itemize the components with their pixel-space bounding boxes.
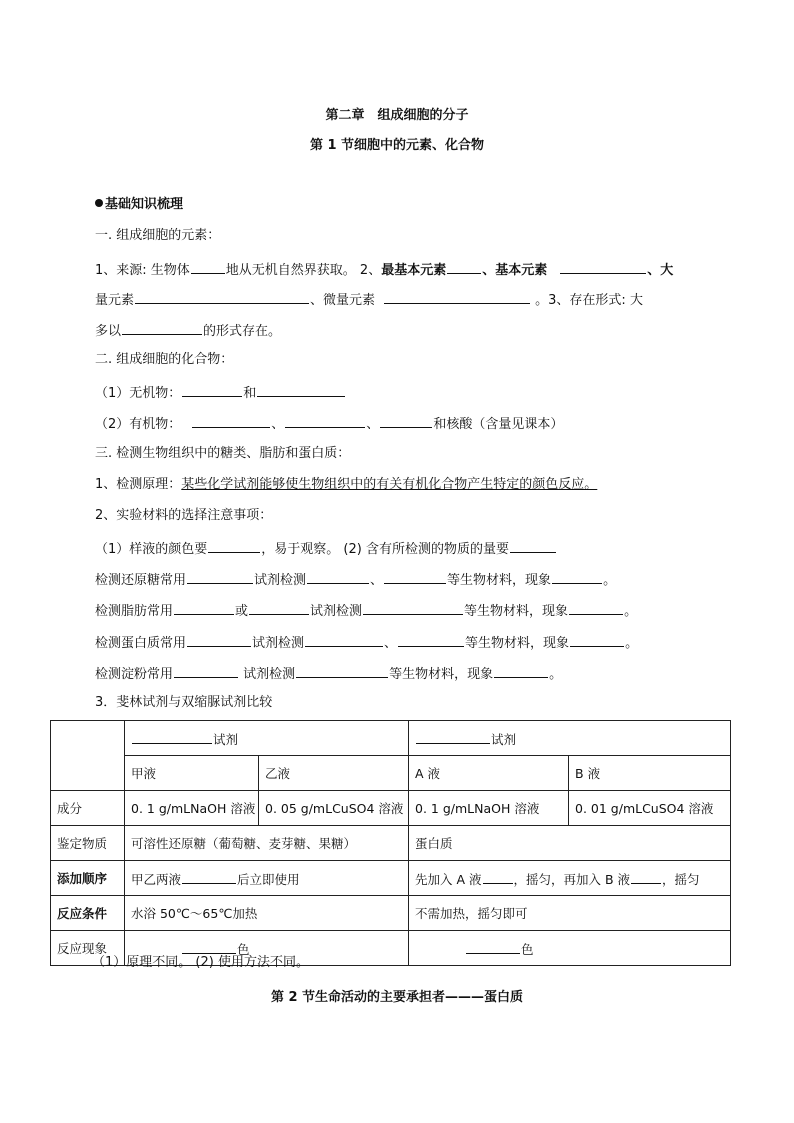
blank bbox=[182, 382, 242, 397]
text: 等生物材料，现象 bbox=[464, 604, 569, 619]
table-row bbox=[51, 791, 731, 826]
table-cell: 乙液 bbox=[259, 756, 409, 791]
blank bbox=[296, 663, 388, 678]
inorganic-line bbox=[95, 382, 346, 403]
text: 检测脂肪常用 bbox=[95, 604, 174, 619]
blank bbox=[182, 939, 236, 954]
blank bbox=[416, 729, 490, 744]
text: 等生物材料，现象 bbox=[447, 573, 552, 588]
table-cell: A 液 bbox=[409, 756, 569, 791]
table-row bbox=[51, 861, 731, 896]
table-cell bbox=[409, 861, 731, 896]
reagent-comparison-table bbox=[50, 720, 731, 966]
text: 检测蛋白质常用 bbox=[95, 636, 187, 651]
biuret-header bbox=[409, 721, 731, 756]
text: 地从无机自然界获取。 2、 bbox=[225, 263, 382, 278]
bullet-icon bbox=[95, 199, 103, 207]
text: 色 bbox=[237, 941, 250, 957]
blank bbox=[249, 600, 309, 615]
compare-heading: 3．斐林试剂与双缩脲试剂比较 bbox=[95, 695, 273, 710]
organic-line bbox=[95, 413, 563, 434]
knowledge-header-text: 基础知识梳理 bbox=[105, 197, 184, 212]
blank bbox=[182, 869, 236, 884]
text: 试剂检测 bbox=[252, 636, 305, 651]
blank bbox=[631, 869, 661, 884]
table-row bbox=[51, 721, 731, 756]
row-header: 反应现象 bbox=[51, 931, 125, 966]
blank bbox=[384, 569, 446, 584]
text: 等生物材料，现象 bbox=[465, 636, 570, 651]
blank bbox=[570, 632, 624, 647]
blank bbox=[494, 663, 548, 678]
principle-text: 某些化学试剂能够使生物组织中的有关有机化合物产生特定的颜色反应。 bbox=[181, 477, 598, 492]
blank bbox=[483, 869, 513, 884]
blank bbox=[285, 413, 365, 428]
materials-notes bbox=[95, 538, 557, 559]
table-corner-cell bbox=[51, 721, 125, 791]
blank bbox=[398, 632, 464, 647]
part1-heading: 一. 组成细胞的元素： bbox=[95, 228, 221, 243]
blank bbox=[174, 600, 234, 615]
text: ，摇匀，再加入 B 液 bbox=[513, 871, 631, 887]
text: 和核酸（含量见课本） bbox=[433, 417, 564, 432]
fat-line bbox=[95, 600, 637, 621]
blank bbox=[466, 939, 520, 954]
table-cell: 可溶性还原糖（葡萄糖、麦芽糖、果糖） bbox=[125, 826, 409, 861]
blank bbox=[122, 320, 202, 335]
table-cell: 水浴 50℃～65℃加热 bbox=[125, 896, 409, 931]
table-cell: 甲液 bbox=[125, 756, 259, 791]
text: 检测还原糖常用 bbox=[95, 573, 187, 588]
text: （1）无机物： bbox=[95, 386, 182, 401]
table-cell: 不需加热，摇匀即可 bbox=[409, 896, 731, 931]
text: 1、检测原理： bbox=[95, 477, 182, 492]
text: 甲乙两液 bbox=[131, 871, 182, 887]
blank bbox=[192, 413, 270, 428]
text: 。3、存在形式: 大 bbox=[531, 293, 643, 308]
text: 试剂检测 bbox=[239, 667, 296, 682]
text: 试剂 bbox=[213, 731, 239, 747]
text: 试剂检测 bbox=[254, 573, 307, 588]
text: 试剂 bbox=[491, 731, 517, 747]
text: 先加入 A 液 bbox=[415, 871, 482, 887]
text: 、 bbox=[271, 417, 285, 432]
blank bbox=[552, 569, 602, 584]
text: 、 bbox=[482, 263, 496, 278]
blank bbox=[569, 600, 623, 615]
blank bbox=[174, 663, 238, 678]
blank bbox=[257, 382, 345, 397]
table-cell: 0. 01 g/mLCuSO4 溶液 bbox=[569, 791, 731, 826]
blank bbox=[187, 569, 253, 584]
blank bbox=[380, 413, 432, 428]
blank bbox=[208, 538, 260, 553]
blank bbox=[363, 600, 463, 615]
blank bbox=[305, 632, 383, 647]
sugar-line bbox=[95, 569, 616, 590]
text: 、 bbox=[366, 417, 380, 432]
section2-title: 第 2 节生命活动的主要承担者———蛋白质 bbox=[270, 990, 524, 1005]
text: 。 bbox=[624, 604, 638, 619]
part1-line1 bbox=[95, 259, 673, 280]
text: 的形式存在。 bbox=[203, 324, 282, 339]
text: 、微量元素 bbox=[310, 293, 376, 308]
blank bbox=[135, 289, 309, 304]
text: 1、来源: 生物体 bbox=[95, 263, 190, 278]
text: 。 bbox=[625, 636, 639, 651]
text: 最基本元素 bbox=[381, 263, 447, 278]
text: 多以 bbox=[95, 324, 122, 339]
text: 。 bbox=[603, 573, 617, 588]
section1-title: 第 1 节细胞中的元素、化合物 bbox=[309, 138, 485, 153]
text: 。 bbox=[549, 667, 563, 682]
text: 、 bbox=[647, 263, 661, 278]
table-cell: B 液 bbox=[569, 756, 731, 791]
part1-line3 bbox=[95, 320, 281, 341]
text: 、 bbox=[370, 573, 384, 588]
principle-line bbox=[95, 476, 597, 494]
chapter-title: 第二章 组成细胞的分子 bbox=[325, 108, 469, 123]
starch-line bbox=[95, 663, 562, 684]
blank bbox=[447, 259, 481, 274]
row-header: 反应条件 bbox=[51, 896, 125, 931]
table-row bbox=[51, 896, 731, 931]
text: 量元素 bbox=[95, 293, 135, 308]
text: 和 bbox=[243, 386, 257, 401]
table-row bbox=[51, 826, 731, 861]
knowledge-header bbox=[95, 196, 183, 214]
protein-line bbox=[95, 632, 638, 653]
table-cell: 蛋白质 bbox=[409, 826, 731, 861]
blank bbox=[132, 729, 212, 744]
text: 色 bbox=[521, 941, 534, 957]
materials-line: 2、实验材料的选择注意事项： bbox=[95, 508, 273, 523]
text: 大 bbox=[660, 263, 674, 278]
row-header: 鉴定物质 bbox=[51, 826, 125, 861]
text: 试剂检测 bbox=[310, 604, 363, 619]
table-cell: 0. 05 g/mLCuSO4 溶液 bbox=[259, 791, 409, 826]
text: 后立即使用 bbox=[237, 871, 300, 887]
text: 或 bbox=[235, 604, 249, 619]
blank bbox=[187, 632, 251, 647]
text: ，摇匀 bbox=[662, 871, 700, 887]
table-row bbox=[51, 756, 731, 791]
table-cell bbox=[125, 861, 409, 896]
row-header: 成分 bbox=[51, 791, 125, 826]
part3-heading: 三. 检测生物组织中的糖类、脂肪和蛋白质： bbox=[95, 446, 351, 461]
text: 检测淀粉常用 bbox=[95, 667, 174, 682]
text: （1）样液的颜色要 bbox=[95, 542, 208, 557]
row-header: 添加顺序 bbox=[51, 861, 125, 896]
text: （2）有机物： bbox=[95, 417, 182, 432]
part2-heading: 二. 组成细胞的化合物： bbox=[95, 352, 234, 367]
blank bbox=[510, 538, 556, 553]
fehling-header bbox=[125, 721, 409, 756]
part1-line2 bbox=[95, 289, 643, 310]
table-cell bbox=[409, 931, 731, 966]
blank bbox=[307, 569, 369, 584]
blank bbox=[191, 259, 225, 274]
table-cell: 0. 1 g/mLNaOH 溶液 bbox=[125, 791, 259, 826]
text: 、 bbox=[384, 636, 398, 651]
text: ，易于观察。 (2) 含有所检测的物质的量要 bbox=[261, 542, 509, 557]
text: 基本元素 bbox=[495, 263, 548, 278]
blank bbox=[384, 289, 530, 304]
notes-line: （1）原理不同。 (2) 使用方法不同。 bbox=[92, 955, 309, 970]
text: 等生物材料，现象 bbox=[389, 667, 494, 682]
table-cell: 0. 1 g/mLNaOH 溶液 bbox=[409, 791, 569, 826]
blank bbox=[560, 259, 646, 274]
